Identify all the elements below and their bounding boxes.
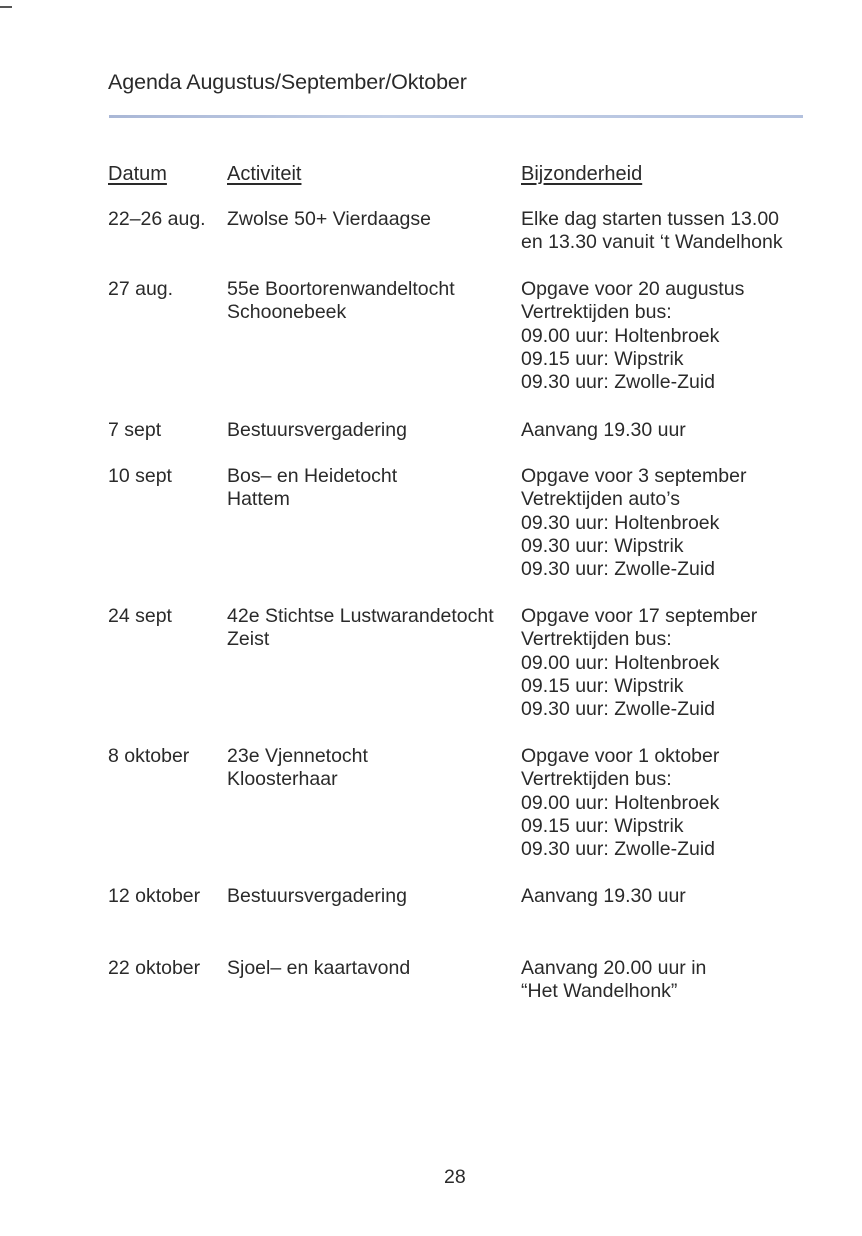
agenda-date: 24 sept xyxy=(108,605,172,627)
agenda-activity xyxy=(227,278,455,325)
agenda-activity xyxy=(227,419,407,442)
activity-line: Hattem xyxy=(227,488,290,511)
details-line: 09.30 uur: Zwolle-Zuid xyxy=(521,558,716,581)
details-line: Elke dag starten tussen 13.00 xyxy=(521,208,780,230)
details-line: “Het Wandelhonk” xyxy=(521,980,678,1003)
column-header-date: Datum xyxy=(108,163,167,185)
page-number: 28 xyxy=(444,1166,466,1188)
activity-line: Bestuursvergadering xyxy=(227,885,407,907)
agenda-activity xyxy=(227,957,410,980)
details-line: 09.30 uur: Zwolle-Zuid xyxy=(521,371,716,394)
details-line: Vertrektijden bus: xyxy=(521,628,672,651)
details-line: Opgave voor 1 oktober xyxy=(521,745,720,767)
agenda-date: 22 oktober xyxy=(108,957,201,979)
agenda-activity xyxy=(227,885,407,908)
activity-line: Bestuursvergadering xyxy=(227,419,407,441)
activity-line: 42e Stichtse Lustwarandetocht xyxy=(227,605,494,627)
details-line: Opgave voor 3 september xyxy=(521,465,747,487)
details-line: Aanvang 19.30 uur xyxy=(521,885,686,907)
details-line: Opgave voor 17 september xyxy=(521,605,758,627)
details-line: 09.15 uur: Wipstrik xyxy=(521,674,684,697)
agenda-details xyxy=(521,605,757,721)
details-line: 09.15 uur: Wipstrik xyxy=(521,347,684,370)
agenda-details xyxy=(521,745,719,861)
details-line: en 13.30 vanuit ‘t Wandelhonk xyxy=(521,231,783,254)
agenda-activity xyxy=(227,465,397,512)
details-line: 09.30 uur: Zwolle-Zuid xyxy=(521,698,716,721)
activity-line: Sjoel– en kaartavond xyxy=(227,957,411,979)
details-line: Vetrektijden auto’s xyxy=(521,488,680,511)
agenda-activity xyxy=(227,605,494,652)
details-line: Vertrektijden bus: xyxy=(521,768,672,791)
activity-line: Zwolse 50+ Vierdaagse xyxy=(227,208,431,230)
details-line: 09.00 uur: Holtenbroek xyxy=(521,791,720,814)
agenda-details xyxy=(521,465,746,581)
details-line: 09.30 uur: Holtenbroek xyxy=(521,511,720,534)
agenda-date: 22–26 aug. xyxy=(108,208,206,230)
activity-line: Schoonebeek xyxy=(227,301,347,324)
agenda-details xyxy=(521,957,706,1004)
details-line: 09.30 uur: Zwolle-Zuid xyxy=(521,838,716,861)
activity-line: Zeist xyxy=(227,628,270,651)
agenda-details xyxy=(521,885,686,908)
agenda-date: 7 sept xyxy=(108,419,162,441)
scan-edge-mark xyxy=(0,6,12,8)
details-line: Aanvang 19.30 uur xyxy=(521,419,686,441)
agenda-activity xyxy=(227,208,431,231)
details-line: 09.15 uur: Wipstrik xyxy=(521,814,684,837)
details-line: Aanvang 20.00 uur in xyxy=(521,957,707,979)
agenda-date: 10 sept xyxy=(108,465,172,487)
agenda-details xyxy=(521,419,686,442)
activity-line: 55e Boortorenwandeltocht xyxy=(227,278,455,300)
column-header-details: Bijzonderheid xyxy=(521,163,643,185)
title-rule xyxy=(109,115,803,118)
details-line: 09.00 uur: Holtenbroek xyxy=(521,651,720,674)
agenda-details xyxy=(521,278,744,394)
details-line: 09.30 uur: Wipstrik xyxy=(521,534,684,557)
activity-line: 23e Vjennetocht xyxy=(227,745,368,767)
agenda-date: 12 oktober xyxy=(108,885,201,907)
agenda-details xyxy=(521,208,783,255)
activity-line: Kloosterhaar xyxy=(227,768,338,791)
column-header-activity: Activiteit xyxy=(227,163,302,185)
agenda-date: 27 aug. xyxy=(108,278,174,300)
agenda-activity xyxy=(227,745,368,792)
activity-line: Bos– en Heidetocht xyxy=(227,465,398,487)
details-line: Opgave voor 20 augustus xyxy=(521,278,745,300)
page-title: Agenda Augustus/September/Oktober xyxy=(108,70,467,94)
details-line: 09.00 uur: Holtenbroek xyxy=(521,324,720,347)
details-line: Vertrektijden bus: xyxy=(521,301,672,324)
agenda-date: 8 oktober xyxy=(108,745,190,767)
